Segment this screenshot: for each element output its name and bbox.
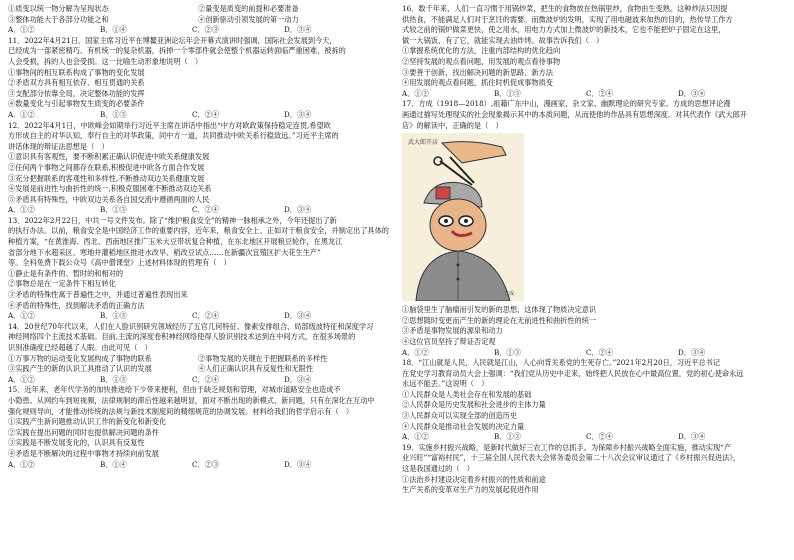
answer-choice: C．②④ (192, 109, 220, 119)
answer-choice: C．②④ (586, 347, 614, 357)
q16-option: ②坚持发展的观点看问题，用发展的观点看待事物 (402, 56, 561, 66)
q12-stem-line: 12．2022年4月1日，中欧峰会如期举行习近平主席在讲话中指出“中方对欧政策保持稳定连贯,希望欧 (8, 120, 331, 130)
q14-stem-line: 14．20世纪70年代以来，人们在人脸识别研究领域经历了五官几何特征、像素安排组合、局部级波特征和深度学习 (8, 321, 374, 331)
q17-cartoon-container (402, 133, 788, 303)
q15-option: ④矛盾是不断解决的过程中事物才持续向前发展 (8, 448, 159, 458)
q13-stem-line: 省部分地下水超采区、寒地井灌稻地区推进水改旱、稻改豆试点……在新疆次宜殖区扩大花生生产” (8, 247, 321, 257)
q10-options-row-1 (8, 4, 392, 15)
answer-choice: D．③④ (284, 311, 312, 321)
q19-stem-line: 业兴旺”“富裕村民”，十三届全国人民代表大会常务委员会第二十八次会议审议通过了《乡村振兴促进法》， (402, 453, 741, 463)
q15-option: ③实践是不断发展变化的，认识具有反复性 (8, 438, 145, 448)
q16-option: ①掌握系统优化的方法，注重内部结构的优化趋向 (402, 46, 561, 56)
answer-choice: D．③④ (678, 432, 706, 442)
q17-stem-line: 画通过描写处理现实的社会现象揭示其中的本质问题，从而使他的作品具有思想深度。对其代表作《武大郎开 (402, 109, 748, 119)
q12-option: ①意识具有客观性，要不断积累正确认识促进中欧关系健康发展 (8, 152, 210, 162)
answer-choice: D．③④ (678, 88, 706, 98)
cartoon-image (402, 133, 524, 301)
q13-option: ④矛盾的特殊性，找到解决矛盾的正确方法 (8, 300, 145, 310)
right-column (402, 4, 788, 496)
svg-text:方成: 方成 (504, 291, 515, 298)
q14-stem-line: 神经网络四个主流技术基础。目前,主流的深度卷积神经网络使得人脸识别技术达到在中间方式，在很多场景的 (8, 332, 356, 342)
answer-choice: D．③④ (284, 109, 312, 119)
q16-answers (402, 89, 788, 100)
q11-stem-line: 已经成为一部紧密精巧、有机统一的复杂机器，拆掉一个零部件就会使整个机器运转面临严重困难，被拆的 (8, 46, 346, 56)
cartoon-caption: 武大郎开店 (408, 139, 439, 147)
q16-option: ③要善于创新，找出解决问题的新思路、新方法 (402, 67, 553, 77)
q18-answers (402, 432, 788, 443)
q12-option: ③充分把握联系的客观性和多样性,不断推动双边关系健康发展 (8, 173, 205, 183)
q17-option: ④这位官员坚持了辩证否定观 (402, 336, 496, 346)
q15-answers (8, 460, 392, 471)
q14-stem-line: 识别准确度已经超越了人眼。由此可见（ ） (8, 343, 152, 352)
q11-stem-line: 人会受损，拆的人也会受损。这一比喻生动形象地说明（ ） (8, 56, 203, 66)
q18-option: ④人民群众是推动社会发展的决定力量 (402, 421, 525, 431)
answer-choice: C．②④ (192, 374, 220, 384)
answer-choice: B．①③ (100, 374, 127, 384)
q14-option: ③实践产生的新的认识工具推动了认识的发展 (8, 364, 152, 374)
q15-option: ②实践在提出问题的同时也提供解决问题的条件 (8, 427, 159, 437)
answer-choice: A．①② (402, 432, 429, 442)
q18-option: ②人民群众是历史发展和社会进步的主体力量 (402, 400, 546, 410)
q13-stem-line: 等。全科免费下载公众号《高中僧课堂》上述材料体现的哲理有（ ） (8, 258, 231, 268)
q16-stem-line: 供热食，不能满足人们对于烹饪的需要。而微波炉的发明，实现了用电磁波来加热的目的，热传导工作方 (402, 14, 733, 24)
answer-choice: C．②④ (192, 311, 220, 321)
q14-option: ②事物发展的关键在于把握联系的多样性 (198, 353, 328, 363)
q11-option: ②矛盾双方具有相互依存、相互贯通的关系 (8, 78, 145, 88)
answer-choice: B．①④ (100, 25, 127, 35)
answer-choice: B．①③ (100, 205, 127, 215)
q11-answers (8, 110, 392, 121)
answer-choice: C．②④ (586, 88, 614, 98)
q13-answers (8, 311, 392, 322)
q14-options-row-1 (8, 354, 392, 365)
q17-option: ②思想随时变更而产生的新的理论在无前进性和曲折性的统一 (402, 315, 597, 325)
q11-stem-line: 11．2022年4月21日，国家主席习近平在博鳌亚洲论坛年会开幕式演讲时强调，国际社会发展到今天， (8, 35, 337, 45)
q11-option: ①事物间的相互联系构成了事物的变化发展 (8, 67, 145, 77)
q17-stem-line: 17．方成（1918—2018）,祖籍广东中山，漫画家、杂文家、幽默理论的研究专家。方成的思想评论漫 (402, 99, 731, 109)
q17-option: ③矛盾是事物发展的源泉和动力 (402, 326, 503, 336)
left-column (8, 4, 392, 470)
answer-choice: C．②④ (586, 432, 614, 442)
answer-choice: C．②③ (192, 25, 220, 35)
q19-option: 生产关系的变革对生产力的发展起促进作用 (402, 485, 539, 495)
q10-answers (8, 25, 392, 36)
answer-choice: C．②④ (192, 205, 220, 215)
q13-stem-line: 13．2022年2月22日，中共一号文件发布。除了“维护粮食安全”的精神一脉相承之外，今年还提出了新 (8, 215, 337, 225)
q14-answers (8, 375, 392, 386)
q13-option: ①静止是有条件的、暂时的和相对的 (8, 268, 124, 278)
q14-option: ①万事万物的运动变化发展构成了事物的联系 (8, 353, 152, 363)
q18-stem-line: 18．“江山就是人民，人民就是江山，人心向背关系党的生死存亡。”2021年2月20日，习近平总书记 (402, 358, 721, 368)
q10-option-4: ④创新驱动引领发展的第一动力 (198, 14, 299, 24)
answer-choice: C．②③ (192, 459, 220, 469)
q11-option: ③支配部分依靠全局，决定整体功能的发挥 (8, 88, 145, 98)
q19-option: ①法治乡村建设决定着乡村振兴的性质和前途 (402, 474, 546, 484)
q12-answers (8, 205, 392, 216)
answer-choice: A．①② (402, 347, 429, 357)
answer-choice: D．③④ (284, 25, 312, 35)
q10-option-2: ②量变是质变的前提和必要准备 (198, 4, 299, 13)
answer-choice: A．①② (8, 205, 35, 215)
q10-options-row-2 (8, 15, 392, 26)
q11-option: ④数量变化与引起事物发生质变的必要条件 (8, 99, 145, 109)
q19-stem-line: 19．实施乡村振兴战略，是新时代做好三农工作的总抓手。为保障乡村振兴战略全面实施，推动实现“产 (402, 442, 732, 452)
q15-option: ①实践产生新问题推动认识工作的新变化和新变化 (8, 417, 167, 427)
q12-option: ⑤矛盾具有特殊性，中欧双边关系各自国交流中遵循两面的人民 (8, 194, 210, 204)
q14-options-row-2 (8, 364, 392, 375)
answer-choice: B．①④ (100, 459, 127, 469)
q17-answers (402, 348, 788, 359)
answer-choice: D．③④ (678, 347, 706, 357)
q18-stem-line: 在党史学习教育动员大会上强调：“我们党从历史中走来，始终把人民放在心中最高位置，党的初心使命永远 (402, 368, 744, 378)
q18-stem-line: 永远不能丢。”这说明（ ） (402, 379, 489, 389)
answer-choice: B．①③ (100, 109, 127, 119)
q12-stem-line: 方形成自主的对华认知，奉行自主的对华政策，同中方一道，共同推动中欧关系行稳致远。”习近平主席的 (8, 131, 339, 141)
q13-option: ③矛盾的特殊性寓于普遍性之中，并通过普遍性表现出来 (8, 290, 188, 300)
q18-option: ①人民群众是人类社会存在和发展的基础 (402, 389, 532, 399)
q13-stem-line: 的执行办法。以前，粮食安全是中国经济工作的重要内容，近年来，粮食安全上、正如对于粮食安全，并制定出了具体的 (8, 226, 389, 236)
q13-option: ②事物总是在一定条件下相互转化 (8, 279, 116, 289)
answer-choice: B．①③ (494, 432, 521, 442)
q12-stem-line: 讲话体现的辩证法思想是（ ） (8, 141, 109, 151)
q16-stem-line: 做一大锅饭，有了它，就能实现去油炸烤。故事告诉我们（ ） (402, 35, 604, 45)
q18-option: ③人民群众可以实现全部的创造历史 (402, 411, 518, 421)
q15-stem-line: 小隐患。从网约车到短视频，法律规制的滞后性越来越明显，面对不断出现的新模式、新问题，只有在深化在互动中 (8, 395, 375, 405)
q16-option: ④用发展的观点看问题，抓住时机促成事物质变 (402, 78, 553, 88)
answer-choice: B．①③ (100, 311, 127, 321)
q15-stem-line: 强化规则导向，才能推动传统的法规与新技术制度间的精细规范的协调发展。材料给我们的哲学启示有（ ） (8, 406, 354, 416)
q17-option: ①脑袋里生了脑瘤而引发的新的思想，这体现了物质决定意识 (402, 305, 597, 315)
q16-stem-line: 16．数千年来，人们一直习惯于用锅炒菜，把生的食物放在热锅里炒，食物由生变熟。这种炒法只因提 (402, 4, 728, 13)
answer-choice: A．①② (8, 109, 35, 119)
answer-choice: A．①② (402, 88, 429, 98)
answer-choice: A．①② (8, 311, 35, 321)
q15-stem-line: 15．近年来，老年代学务的加快推进给下少带来便利，但由于缺乏规划和管理，对城市道路安全也造成不 (8, 385, 341, 395)
answer-choice: D．③④ (284, 205, 312, 215)
answer-choice: D．③④ (284, 459, 312, 469)
q12-option: ②任何两个事物之间都存在联系,积极促进中欧各方面合作发展 (8, 162, 205, 172)
q16-stem-line: 式较之前的锅炉做菜更快，使之用水，用电力方式加上微波炉的新技术，它也不能把炉子固定在这里， (402, 25, 726, 35)
answer-choice: B．①③ (494, 88, 521, 98)
q19-stem-line: 这是我国通过的（ ） (402, 464, 474, 474)
q10-option-3: ③整体功能大于各部分功能之和 (8, 14, 109, 24)
q12-option: ④发展是前进性与曲折性的统一,积极克服困难不断推动双边关系 (8, 184, 212, 194)
answer-choice: B．①③ (494, 347, 521, 357)
answer-choice: A．①② (8, 374, 35, 384)
answer-choice: D．③④ (284, 374, 312, 384)
q14-option: ④人们正确认识具有反复性和无限性 (198, 364, 314, 374)
answer-choice: A．①② (8, 459, 35, 469)
q17-stem-line: 店》的解读中，正确的是（ ） (402, 120, 503, 130)
q13-stem-line: 种植方案，“在黄淮海、西北、西南地区推广玉米大豆带状复合种植，在东北地区开展粮豆轮作，在黑龙江 (8, 237, 343, 247)
answer-choice: A．①② (8, 25, 35, 35)
q10-option-1: ①质变以统一物分解为呈现状态 (8, 4, 109, 13)
